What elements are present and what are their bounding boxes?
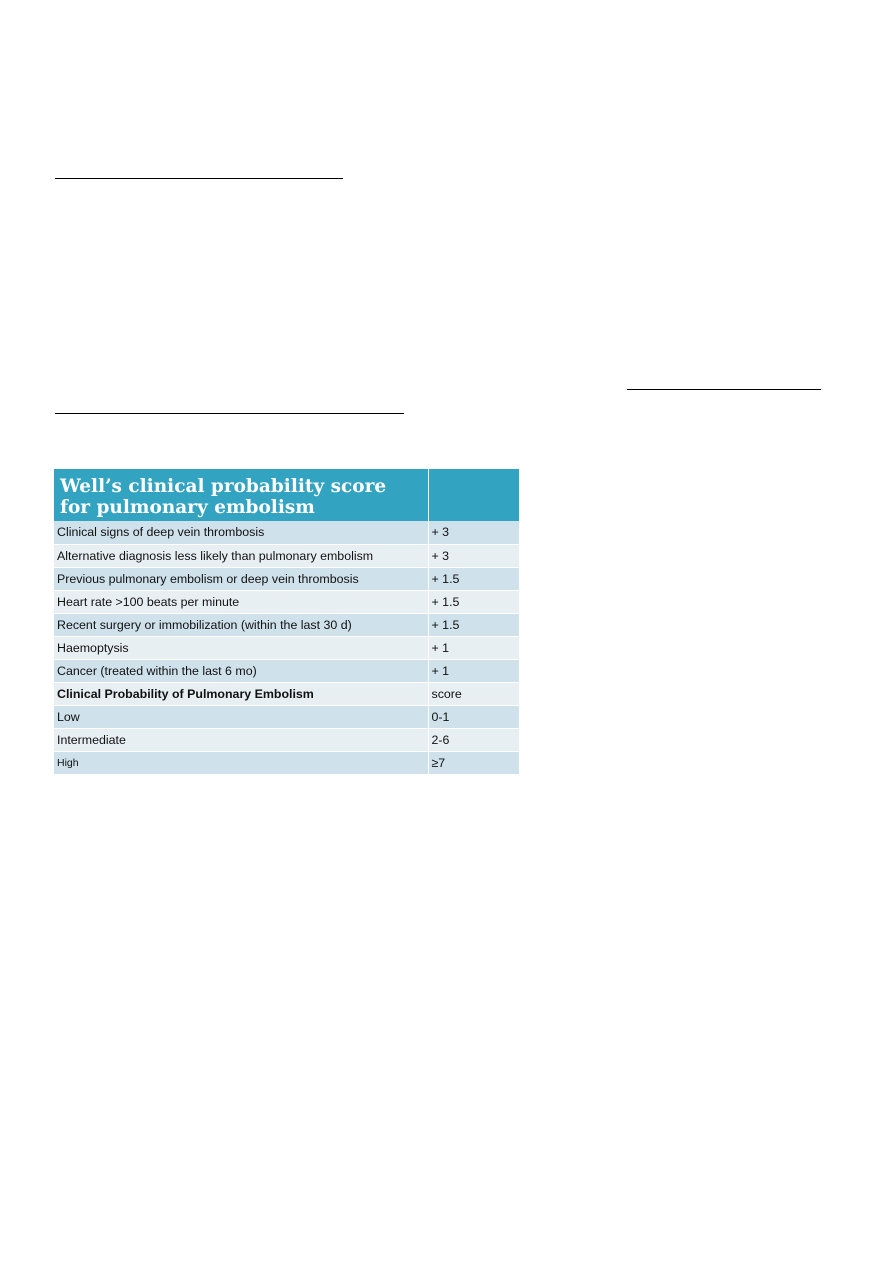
score-heading: score [428,682,519,705]
table-title: Well’s clinical probability score for pulmonary embolism [54,469,428,521]
probability-level: Intermediate [54,728,428,751]
table-subheader-row [54,682,519,705]
underline-rule-2 [627,389,821,390]
probability-level: Low [54,705,428,728]
criterion-points: + 3 [428,521,519,544]
criterion-label: Previous pulmonary embolism or deep vein thrombosis [54,567,428,590]
criterion-points: + 1 [428,636,519,659]
criterion-points: + 3 [428,544,519,567]
table-row [54,521,519,544]
probability-level: High [54,751,428,774]
underline-rule-1 [55,178,343,179]
table-row [54,613,519,636]
criterion-label: Recent surgery or immobilization (within the last 30 d) [54,613,428,636]
table-row [54,705,519,728]
criterion-label: Heart rate >100 beats per minute [54,590,428,613]
underline-rule-3 [55,413,404,414]
table-header-value [428,469,519,521]
table-row [54,728,519,751]
criterion-label: Alternative diagnosis less likely than pulmonary embolism [54,544,428,567]
table-row [54,567,519,590]
criterion-label: Cancer (treated within the last 6 mo) [54,659,428,682]
criterion-label: Clinical signs of deep vein thrombosis [54,521,428,544]
score-range: 0-1 [428,705,519,728]
table-row [54,544,519,567]
criterion-points: + 1 [428,659,519,682]
criterion-points: + 1.5 [428,590,519,613]
table-row [54,751,519,774]
criterion-points: + 1.5 [428,567,519,590]
criterion-points: + 1.5 [428,613,519,636]
criterion-label: Haemoptysis [54,636,428,659]
table-row [54,590,519,613]
wells-score-table [54,469,519,775]
score-range: ≥7 [428,751,519,774]
table-row [54,659,519,682]
score-range: 2-6 [428,728,519,751]
probability-heading: Clinical Probability of Pulmonary Embolism [54,682,428,705]
table-row [54,636,519,659]
table-header-row [54,469,519,521]
